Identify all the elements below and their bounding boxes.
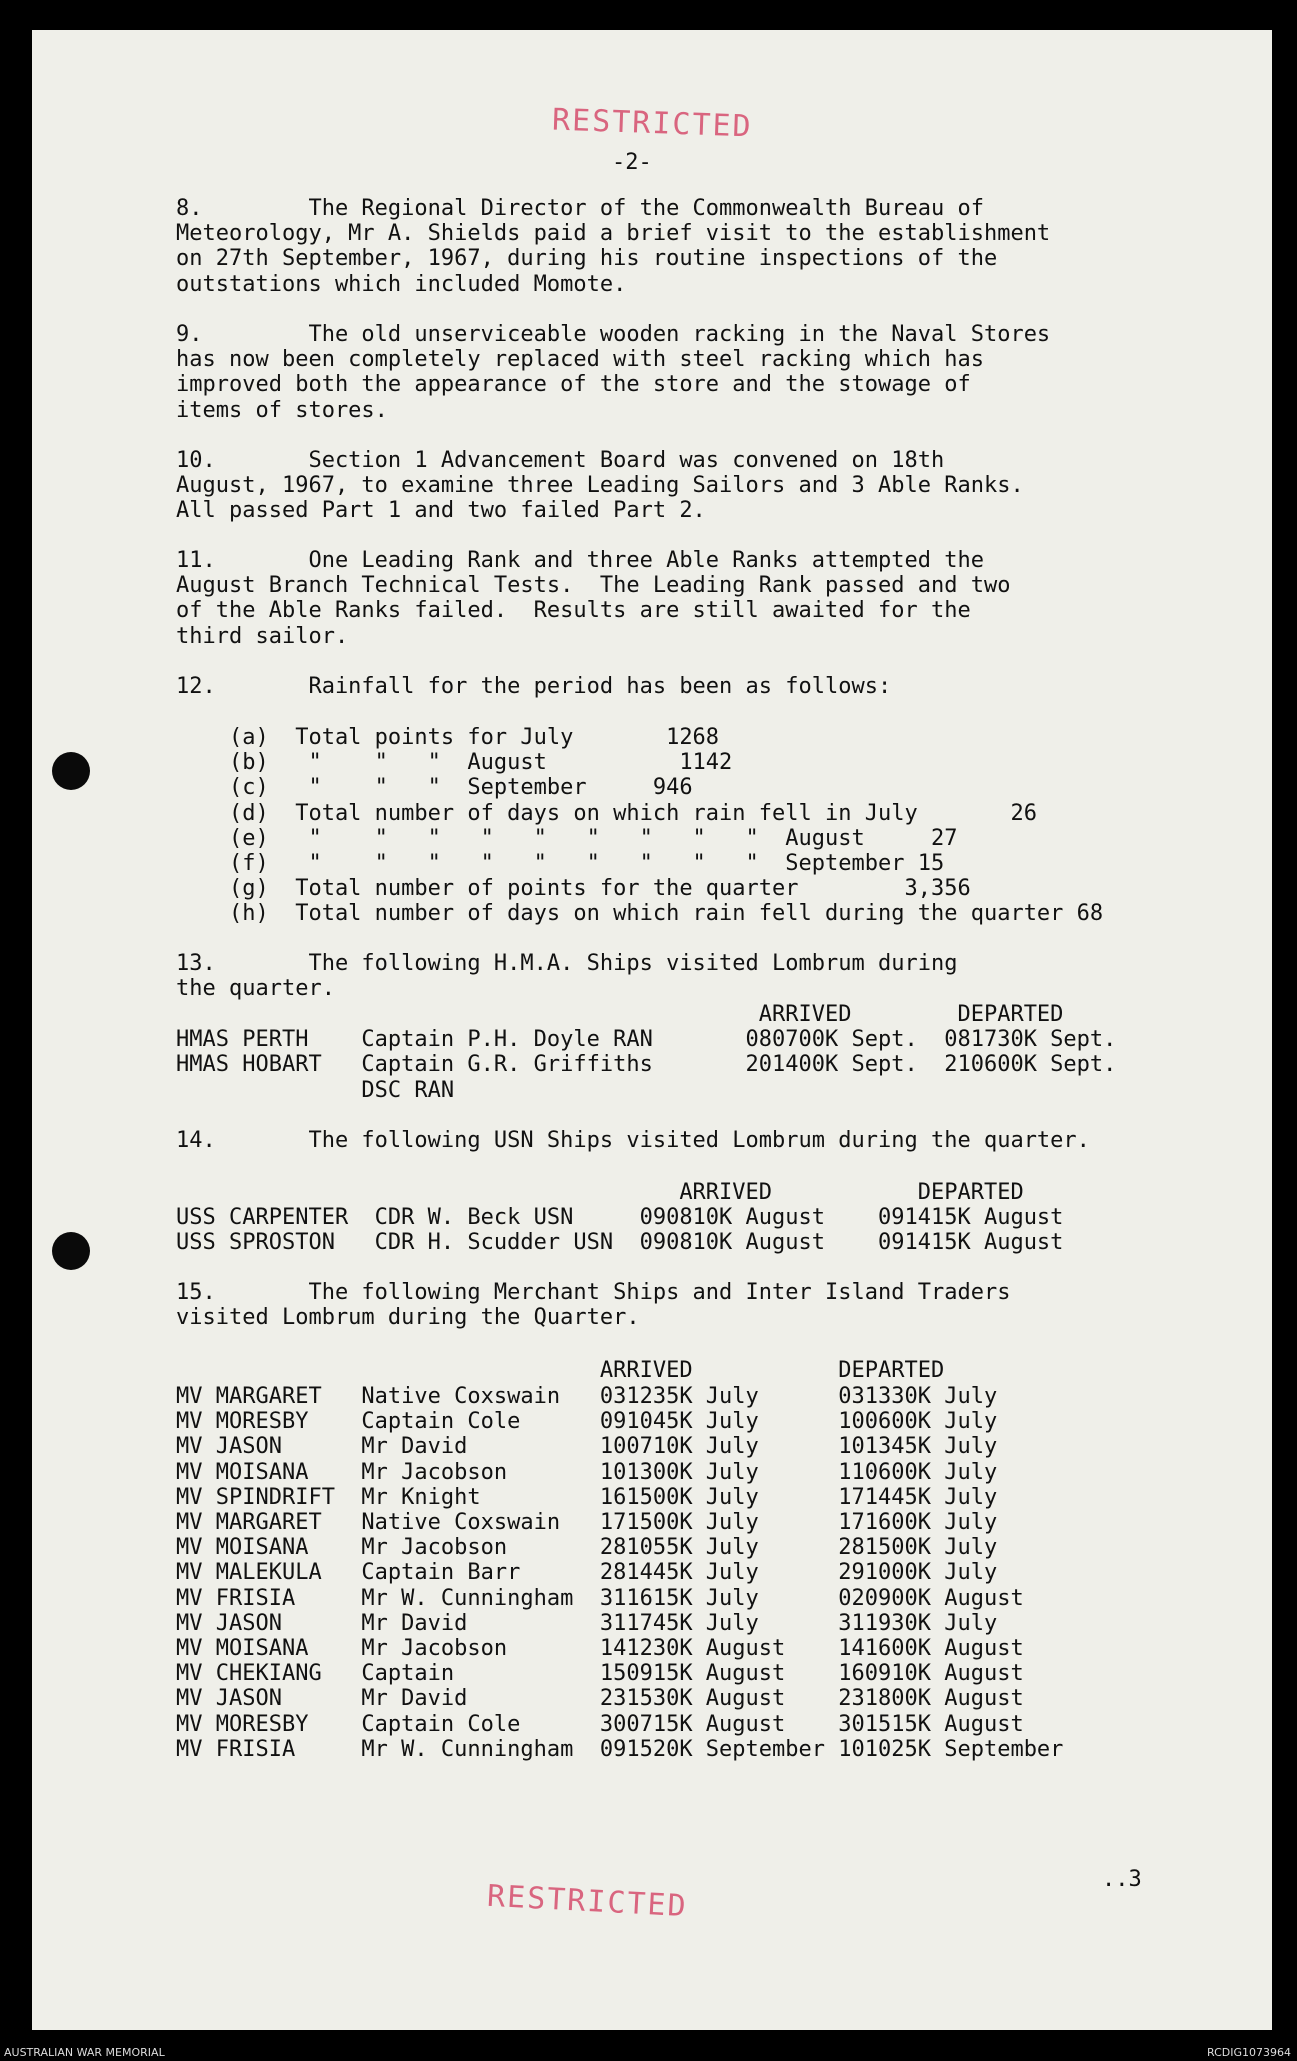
p8-line: 8. The Regional Director of the Commonwealth Bureau of xyxy=(176,196,984,221)
p14-table-line: USS CARPENTER CDR W. Beck USN 090810K August 091415K August xyxy=(176,1205,1064,1231)
footer-left: AUSTRALIAN WAR MEMORIAL xyxy=(4,2046,165,2059)
rainfall-line: (g) Total number of points for the quarter 3,356 xyxy=(176,876,971,902)
ships-line: MV MOISANA Mr Jacobson 101300K July 110600K July xyxy=(176,1459,998,1485)
rainfall-line: (b) " " " August 1142 xyxy=(176,750,733,776)
ships-line: MV JASON Mr David 311745K July 311930K July xyxy=(176,1610,998,1636)
rainfall-line: (a) Total points for July 1268 xyxy=(176,725,720,750)
p11-line: third sailor. xyxy=(176,623,349,649)
rainfall-line: (d) Total number of days on which rain fell in July 26 xyxy=(176,800,1037,826)
p14-line: 14. The following USN Ships visited Lombrum during the quarter. xyxy=(176,1128,1090,1153)
p12-line: 12. Rainfall for the period has been as follows: xyxy=(176,674,892,699)
p13-table-line: ARRIVED DEPARTED xyxy=(176,1002,1064,1027)
p14-table-line: USS SPROSTON CDR H. Scudder USN 090810K August 091415K August xyxy=(176,1230,1064,1256)
p9-line: improved both the appearance of the store and the stowage of xyxy=(176,372,971,398)
page-number: -2- xyxy=(612,150,652,175)
p8-line: Meteorology, Mr A. Shields paid a brief visit to the establishment xyxy=(176,221,1051,247)
p9-line: items of stores. xyxy=(176,397,388,423)
p13-line: the quarter. xyxy=(176,976,335,1002)
ships-line: MV MALEKULA Captain Barr 281445K July 291000K July xyxy=(176,1560,998,1586)
ships-line: MV MARGARET Native Coxswain 031235K July 031330K July xyxy=(176,1384,998,1409)
ships-line: MV JASON Mr David 231530K August 231800K August xyxy=(176,1686,1024,1712)
rainfall-line: (c) " " " September 946 xyxy=(176,775,693,801)
p13-table-line: DSC RAN xyxy=(176,1077,455,1103)
ships-line: MV FRISIA Mr W. Cunningham 311615K July 020900K August xyxy=(176,1585,1024,1611)
document-page xyxy=(32,30,1272,2030)
p13-table-line: HMAS PERTH Captain P.H. Doyle RAN 080700K Sept. 081730K Sept. xyxy=(176,1027,1117,1053)
p10-line: 10. Section 1 Advancement Board was convened on 18th xyxy=(176,448,945,473)
rainfall-line: (h) Total number of days on which rain fell during the quarter 68 xyxy=(176,901,1104,927)
ships-line: MV SPINDRIFT Mr Knight 161500K July 171445K July xyxy=(176,1484,998,1510)
continuation-marker: ..3 xyxy=(1102,1867,1142,1892)
ships-line: MV MARGARET Native Coxswain 171500K July 171600K July xyxy=(176,1510,998,1535)
ships-line: MV MOISANA Mr Jacobson 281055K July 281500K July xyxy=(176,1535,998,1561)
rainfall-line: (e) " " " " " " " " " August 27 xyxy=(176,825,958,851)
punch-hole-top xyxy=(52,752,90,790)
p9-line: has now been completely replaced with steel racking which has xyxy=(176,347,984,373)
rainfall-line: (f) " " " " " " " " " September 15 xyxy=(176,851,945,876)
ships-line: MV MOISANA Mr Jacobson 141230K August 141600K August xyxy=(176,1636,1024,1661)
ships-line: MV MORESBY Captain Cole 300715K August 301515K August xyxy=(176,1711,1024,1737)
p15-line: 15. The following Merchant Ships and Inter Island Traders xyxy=(176,1280,1011,1305)
footer-right: RCDIG1073964 xyxy=(1206,2046,1291,2059)
restricted-stamp-bottom: RESTRICTED xyxy=(486,1878,689,1925)
p8-line: on 27th September, 1967, during his routine inspections of the xyxy=(176,246,998,272)
ships-line: MV CHEKIANG Captain 150915K August 160910K August xyxy=(176,1661,1024,1687)
p11-line: 11. One Leading Rank and three Able Ranks attempted the xyxy=(176,548,984,573)
ships-line: MV MORESBY Captain Cole 091045K July 100600K July xyxy=(176,1409,998,1435)
p14-table-line: ARRIVED DEPARTED xyxy=(176,1180,1024,1205)
p10-line: August, 1967, to examine three Leading Sailors and 3 Able Ranks. xyxy=(176,473,1024,499)
ships-line: MV FRISIA Mr W. Cunningham 091520K September 101025K September xyxy=(176,1736,1064,1762)
p10-line: All passed Part 1 and two failed Part 2. xyxy=(176,498,706,524)
restricted-stamp-top: RESTRICTED xyxy=(551,102,754,145)
p11-line: of the Able Ranks failed. Results are still awaited for the xyxy=(176,598,971,624)
p11-line: August Branch Technical Tests. The Leading Rank passed and two xyxy=(176,573,1011,599)
p13-line: 13. The following H.M.A. Ships visited Lombrum during xyxy=(176,951,958,976)
ships-line: MV JASON Mr David 100710K July 101345K July xyxy=(176,1434,998,1460)
p15-line: visited Lombrum during the Quarter. xyxy=(176,1305,640,1331)
punch-hole-bottom xyxy=(52,1232,90,1270)
p8-line: outstations which included Momote. xyxy=(176,271,627,297)
p15-header-line: ARRIVED DEPARTED xyxy=(176,1358,945,1383)
p9-line: 9. The old unserviceable wooden racking in the Naval Stores xyxy=(176,322,1051,347)
p13-table-line: HMAS HOBART Captain G.R. Griffiths 201400K Sept. 210600K Sept. xyxy=(176,1052,1117,1078)
